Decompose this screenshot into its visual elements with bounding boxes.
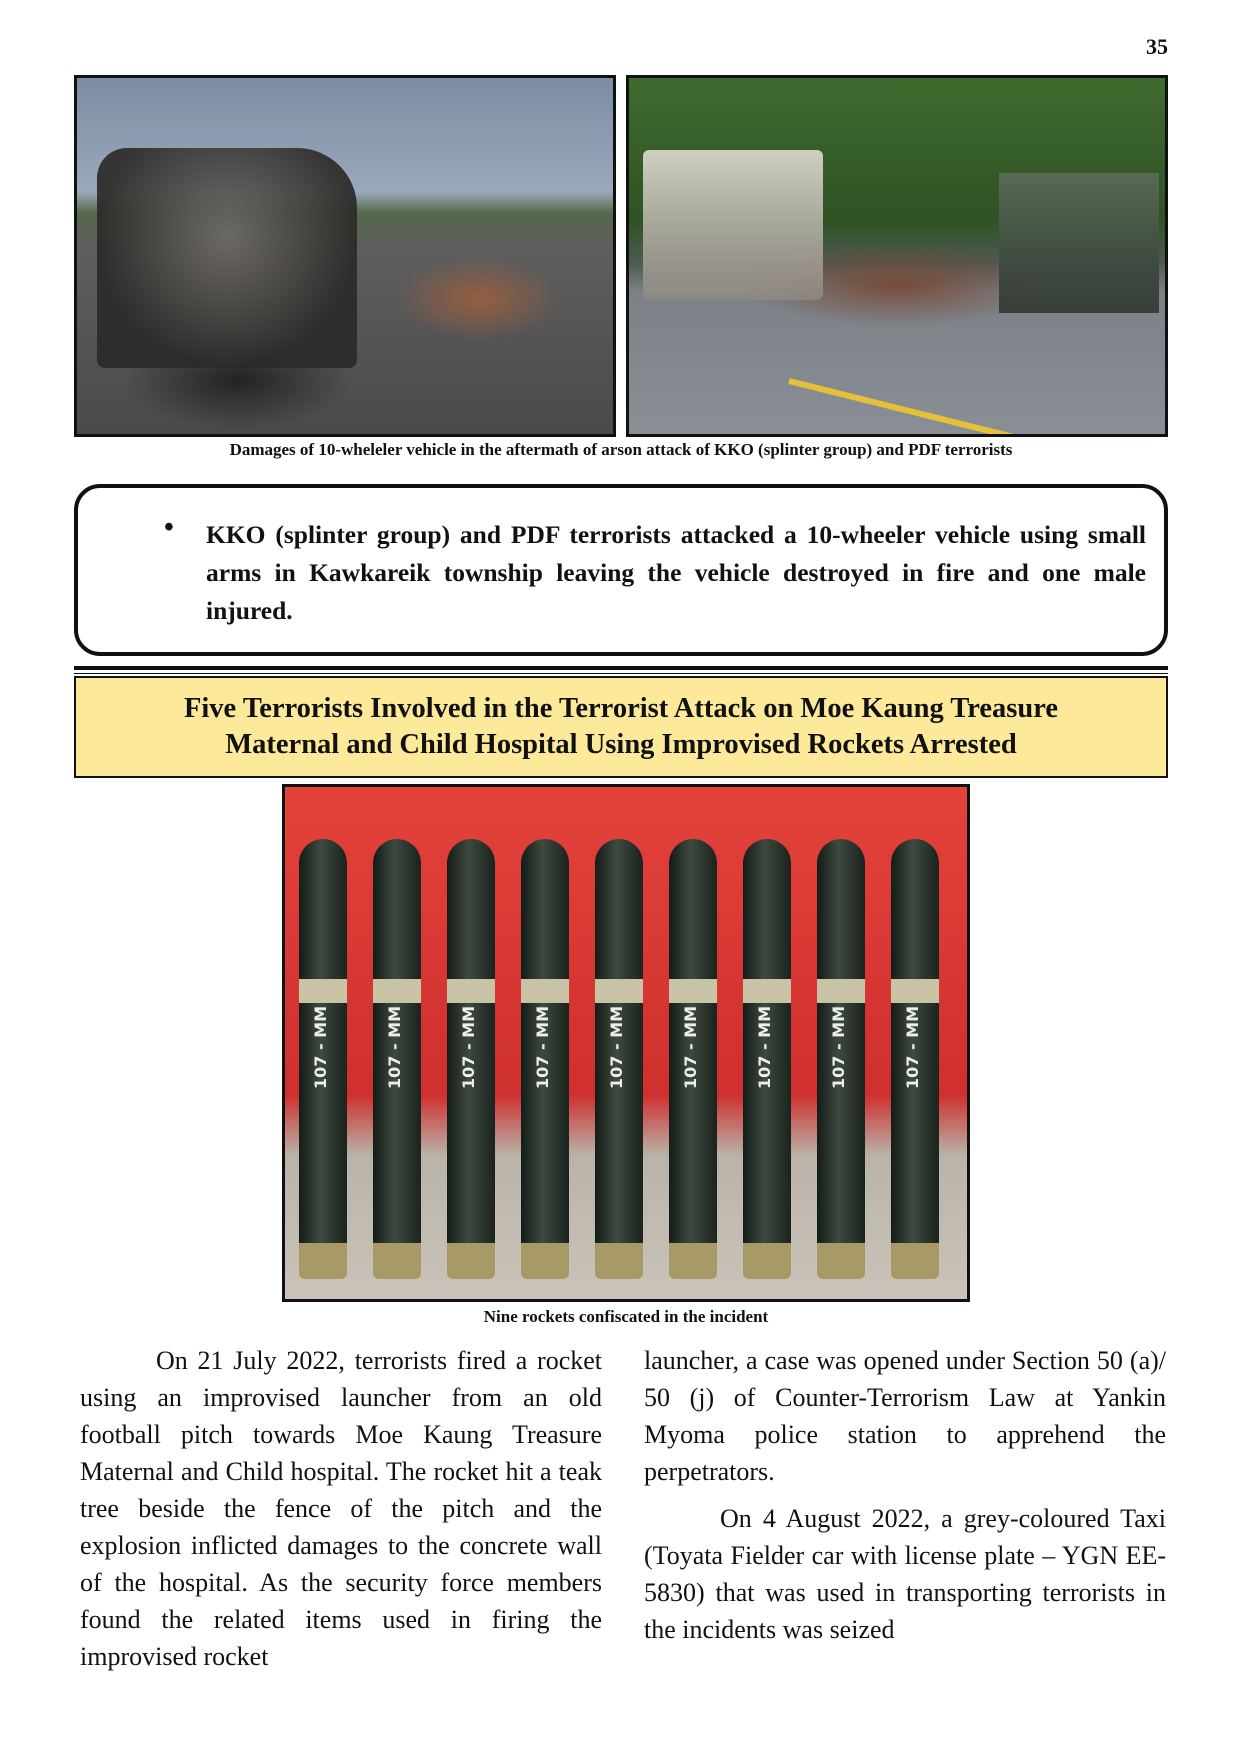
rocket <box>521 839 569 1279</box>
page-number: 35 <box>1146 34 1168 59</box>
divider-rule <box>74 666 1168 670</box>
body-column-right <box>644 1342 1166 1658</box>
body-paragraph: launcher, a case was opened under Section 50 (a)/ 50 (j) of Counter-Terrorism Law at Yankin Myoma police station to apprehend the perpetrators. <box>644 1346 1166 1486</box>
burned-truck-photo-left <box>74 75 616 437</box>
rocket <box>669 839 717 1279</box>
burned-truck-photo-right <box>626 75 1168 437</box>
rocket-label: 107 - MM <box>903 1005 922 1089</box>
rocket-label: 107 - MM <box>385 1005 404 1089</box>
body-column-left <box>80 1342 602 1685</box>
rocket-label: 107 - MM <box>533 1005 552 1089</box>
rocket <box>299 839 347 1279</box>
bullet-box <box>74 484 1168 656</box>
body-paragraph: On 4 August 2022, a grey-coloured Taxi (Toyata Fielder car with license plate – YGN EE-5830) that was used in transporting terrorists in the incidents was seized <box>644 1504 1166 1644</box>
rocket-label: 107 - MM <box>755 1005 774 1089</box>
rocket-label: 107 - MM <box>681 1005 700 1089</box>
photo-caption-rockets: Nine rockets confiscated in the incident <box>483 1307 769 1326</box>
rocket-label: 107 - MM <box>829 1005 848 1089</box>
divider-rule-thin <box>74 673 1168 674</box>
rocket-label: 107 - MM <box>459 1005 478 1089</box>
rocket <box>447 839 495 1279</box>
bullet-text: • KKO (splinter group) and PDF terrorists attacked a 10-wheeler vehicle using small arms in Kawkareik township leaving the vehicle destroyed in fire and one male injured. <box>206 520 1146 625</box>
rockets-photo <box>282 784 970 1302</box>
body-paragraph: On 21 July 2022, terrorists fired a rocket using an improvised launcher from an old football pitch towards Moe Kaung Treasure Maternal and Child hospital. The rocket hit a teak tree beside the fence of the pitch and the explosion inflicted damages to the concrete wall of the hospital. As the security force members found the related items used in firing the improvised rocket <box>80 1346 602 1671</box>
rocket <box>595 839 643 1279</box>
rocket <box>743 839 791 1279</box>
rocket <box>891 839 939 1279</box>
rocket <box>373 839 421 1279</box>
section-headline <box>74 676 1168 778</box>
rocket-label: 107 - MM <box>607 1005 626 1089</box>
rocket-label: 107 - MM <box>311 1005 330 1089</box>
photo-caption-trucks: Damages of 10-wheleler vehicle in the aftermath of arson attack of KKO (splinter group) and PDF terrorists <box>229 440 1013 459</box>
road-line <box>788 378 1168 437</box>
rocket <box>817 839 865 1279</box>
truck-cab-shape <box>643 150 823 300</box>
truck-bed-shape <box>999 173 1159 313</box>
burned-truck-shape <box>97 148 357 368</box>
headline-line-2: Maternal and Child Hospital Using Improvised Rockets Arrested <box>225 729 1017 760</box>
headline-line-1: Five Terrorists Involved in the Terrorist Attack on Moe Kaung Treasure <box>183 693 1058 724</box>
